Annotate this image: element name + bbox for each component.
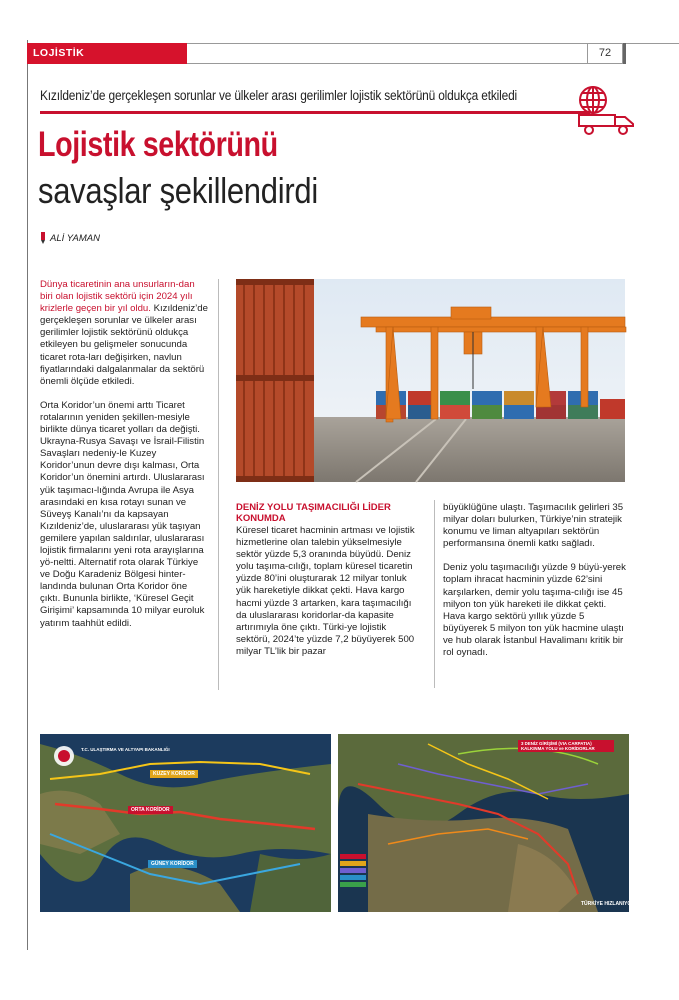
column-2 [236, 502, 421, 670]
page-number: 72 [587, 43, 623, 64]
column-divider [218, 279, 219, 690]
column-divider [434, 500, 435, 688]
paragraph: Deniz yolu taşımacılığı yüzde 9 büyü-yerek toplam ihracat hacminin yüzde 62’sini karşılarken, demir yolu taşıma-cılığı ise 45 milyon ton yük hareketi ile dikkat çekti. Hava kargo sektörü yıllık yüzde 5 büyüyerek 5 milyon ton yük hacmine ulaştı ve hub olarak İstanbul Havalimanı kritik bir rol oynadı. [443, 562, 626, 659]
header-line [626, 43, 679, 44]
middle-corridor-label: ORTA KORİDOR [128, 806, 173, 814]
delivery-truck-globe-icon [573, 82, 637, 138]
title-line-1: Lojistik sektörünü [38, 125, 278, 164]
column-1 [40, 279, 210, 642]
paragraph: Küresel ticaret hacminin artması ve lojistik hizmetlerine olan talebin yükselmesiyle sektör yüzde 5,3 oranında büyüdü. Deniz yolu taşıma-cılığı, toplam küresel ticaretin yüzde 80’ini oluşturarak 12 milyar tonluk yük hareketiyle dikkat çekti. Hava kargo hacmi yüzde 3 artarken, kara taşımacılığı da uluslararası koridorlar-da kapasite artırımıyla öne çıktı. Türki-ye lojistik sektörü, 2024’te yüzde 7,2 büyüyerek 500 milyar TL’lik bir pazar [236, 525, 415, 657]
port-crane-photo [236, 279, 625, 482]
paragraph [40, 279, 210, 388]
development-road-map-graphic [338, 734, 629, 912]
north-corridor-label: KUZEY KORİDOR [150, 770, 198, 778]
author-name: ALİ YAMAN [50, 232, 100, 244]
pen-icon [40, 232, 46, 244]
section-heading: DENİZ YOLU TAŞIMACILIĞI LİDER KONUMDA [236, 502, 391, 524]
development-road-map [338, 734, 635, 912]
corridor-map-graphic [40, 734, 331, 912]
ministry-label: T.C. ULAŞTIRMA VE ALTYAPI BAKANLIĞI [81, 747, 170, 752]
port-crane-illustration [236, 279, 625, 482]
paragraph: Orta Koridor’un önemi arttı Ticaret rotalarının yeniden şekillen-mesiyle birlikte dünya ticaret yolları da değişti. Ukrayna-Rusya Savaşı ve İsrail-Filistin Savaşları nedeniy-le Kuzey Koridor’unun devre dışı kalması, Orta Koridor’un önemini artırdı. Uluslararası yük taşımacı-lığında Avrupa ile Asya arasındaki en kısa rotayı sunan ve Süveyş Kanalı’nı da kapsayan Kızıldeniz’de, uluslararası yük taşıyan gemilere yapılan saldırılar, uluslararası lojistik firmalarını yeni rota arayışlarına yö-neltti. Alternatif rota olarak Türkiye ve Doğu Karadeniz Bölgesi hinter-landında bulunan Orta Koridor öne çıktı. Bununla birlikte, ‘Küresel Geçit Girişimi’ kapsamında 10 milyar euroluk yatırım taahhüt edildi. [40, 399, 205, 629]
lead-text: Dünya ticaretinin ana unsurların-dan biri olan lojistik sektörü için 2024 yılı krizlerle geçen bir yıl oldu. [40, 279, 195, 315]
page-box-accent [623, 43, 626, 64]
section-tab: LOJİSTİK [27, 43, 187, 64]
paragraph-text: Kızıldeniz’de gerçekleşen sorunlar ve ülkeler arası gerilimler lojistik sektörünü oldukça etkileyen bu gelişmeler sonucunda ticaret rota-ları değişirken, navlun fiyatlarındaki dalgalanmalar da sektörü önemli ölçüde etkiledi. [40, 303, 208, 387]
author-byline [40, 232, 100, 244]
title-line-2: savaşlar şekillendirdi [38, 170, 318, 211]
article-subtitle: Kızıldeniz’de gerçekleşen sorunlar ve ülkeler arası gerilimler lojistik sektörünü oldukça etkiledi [40, 88, 518, 104]
column-3 [443, 502, 628, 671]
map-legend-title: 3 DENİZ GİRİŞİMİ (VIA CARPATIA) KALKINMA YOLU ve KORİDORLAR [518, 740, 614, 752]
corridor-map [40, 734, 331, 912]
paragraph: büyüklüğüne ulaştı. Taşımacılık gelirleri 35 milyar doları bulurken, Türkiye’nin stratejik konumu ve liman altyapıları sektörün performansına önemli katkı sağladı. [443, 502, 624, 550]
left-margin-rule [27, 40, 28, 950]
brand-label: TÜRKİYE HIZLANIYOR [581, 901, 635, 907]
subtitle-rule [40, 111, 590, 114]
south-corridor-label: GÜNEY KORİDOR [148, 860, 197, 868]
